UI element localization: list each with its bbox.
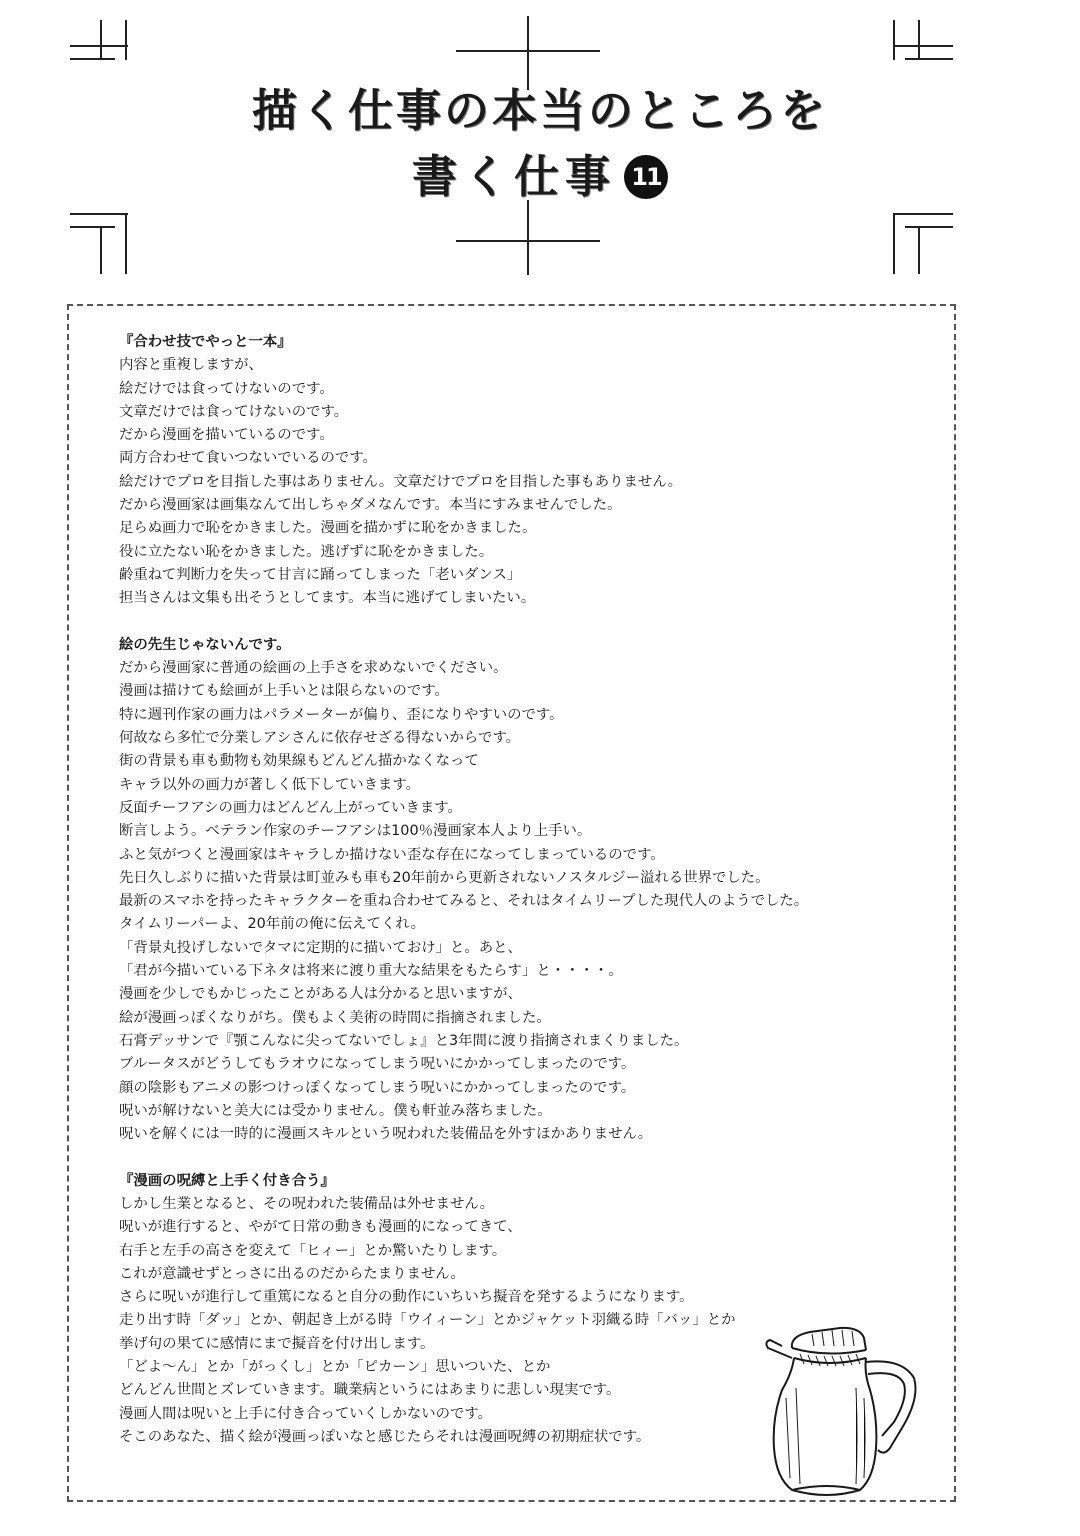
text-line: だから漫画家は画集なんて出しちゃダメなんです。本当にすみませんでした。 xyxy=(119,497,622,514)
issue-number-badge: 11 xyxy=(624,155,668,199)
title-line-1: 描く仕事の本当のところを xyxy=(251,84,828,137)
text-line: キャラ以外の画力が著しく低下していきます。 xyxy=(119,776,421,793)
thermos-pot-icon xyxy=(752,1318,932,1498)
crop-mark xyxy=(70,58,115,60)
crop-mark xyxy=(100,226,102,274)
text-line: そこのあなた、描く絵が漫画っぽいなと感じたらそれは漫画呪縛の初期症状です。 xyxy=(119,1428,651,1445)
crop-mark xyxy=(893,20,895,60)
crop-mark xyxy=(893,45,953,47)
text-line: 漫画人間は呪いと上手に付き合っていくしかないのです。 xyxy=(119,1405,493,1422)
title-line-2-wrap xyxy=(412,146,668,208)
article-body xyxy=(119,331,919,1473)
crop-mark xyxy=(70,226,115,228)
text-line: さらに呪いが進行して重篤になると自分の動作にいちいち擬音を発するようになります。 xyxy=(119,1289,694,1306)
crop-mark xyxy=(100,20,102,60)
crop-mark xyxy=(905,58,953,60)
text-line: 文章だけでは食ってけないのです。 xyxy=(119,403,349,420)
title-line-2: 書く仕事 xyxy=(411,150,616,203)
text-line: 漫画は描けても絵画が上手いとは限らないのです。 xyxy=(119,683,449,700)
text-line: 挙げ句の果てに感情にまで擬音を付け出します。 xyxy=(119,1335,435,1352)
text-line: 呪いを解くには一時的に漫画スキルという呪われた装備品を外すほかありません。 xyxy=(119,1126,653,1143)
text-line: 「どよ〜ん」とか「がっくし」とか「ピカーン」思いついた、とか xyxy=(119,1359,551,1376)
text-line: 役に立たない恥をかきました。逃げずに恥をかきました。 xyxy=(119,543,494,560)
crop-mark xyxy=(893,213,895,274)
text-line: 石膏デッサンで『顎こんなに尖ってないでしょ』と3年間に渡り指摘されまくりました。 xyxy=(119,1032,689,1049)
text-line: 右手と左手の高さを変えて「ヒィー」とか驚いたりします。 xyxy=(119,1242,507,1259)
text-line: 走り出す時「ダッ」とか、朝起き上がる時「ウイィーン」とかジャケット羽織る時「バッ」とか xyxy=(119,1312,736,1329)
crop-mark xyxy=(456,50,600,52)
crop-mark xyxy=(125,20,127,60)
section-heading: 絵の先生じゃないんです。 xyxy=(119,636,291,653)
crop-mark xyxy=(70,45,128,47)
text-line: だから漫画を描いているのです。 xyxy=(119,427,334,444)
text-line: ブルータスがどうしてもラオウになってしまう呪いにかかってしまったのです。 xyxy=(119,1056,636,1073)
text-line: どんどん世間とズレていきます。職業病というにはあまりに悲しい現実です。 xyxy=(119,1382,621,1399)
text-line: 担当さんは文集も出そうとしてます。本当に逃げてしまいたい。 xyxy=(119,590,536,607)
crop-mark xyxy=(70,213,128,215)
crop-mark xyxy=(905,226,953,228)
text-line: 何故なら多忙で分業しアシさんに依存せざる得ないからです。 xyxy=(119,730,521,747)
text-line: 内容と重複しますが、 xyxy=(119,357,263,374)
text-line: ふと気がつくと漫画家はキャラしか描けない歪な存在になってしまっているのです。 xyxy=(119,846,665,863)
text-line: 街の背景も車も動物も効果線もどんどん描かなくなって xyxy=(119,753,479,770)
text-line: 顔の陰影もアニメの影つけっぽくなってしまう呪いにかかってしまったのです。 xyxy=(119,1079,636,1096)
text-line: タイムリーパーよ、20年前の俺に伝えてくれ。 xyxy=(119,916,425,933)
title-block xyxy=(0,80,1080,208)
section xyxy=(119,634,919,1147)
crop-mark xyxy=(918,226,920,274)
crop-mark xyxy=(918,20,920,60)
text-line: 反面チーフアシの画力はどんどん上がっていきます。 xyxy=(119,799,462,816)
text-line: 漫画を少しでもかじったことがある人は分かると思いますが、 xyxy=(119,986,522,1003)
crop-mark xyxy=(125,213,127,274)
text-line: 最新のスマホを持ったキャラクターを重ね合わせてみると、それはタイムリープした現代人のようでした。 xyxy=(119,893,809,910)
crop-mark xyxy=(527,16,529,90)
text-line: これが意識せずとっさに出るのだからたまりません。 xyxy=(119,1265,465,1282)
text-line: しかし生業となると、その呪われた装備品は外せません。 xyxy=(119,1195,495,1212)
text-line: 断言しよう。ベテラン作家のチーフアシは100％漫画家本人より上手い。 xyxy=(119,823,592,840)
crop-mark xyxy=(456,240,600,242)
text-line: 「背景丸投げしないでタマに定期的に描いておけ」と。あと、 xyxy=(119,939,522,956)
text-line: 足らぬ画力で恥をかきました。漫画を描かずに恥をかきました。 xyxy=(119,520,537,537)
text-line: 「君が今描いている下ネタは将来に渡り重大な結果をもたらす」と・・・・。 xyxy=(119,963,623,980)
text-line: 特に週刊作家の画力はパラメーターが偏り、歪になりやすいのです。 xyxy=(119,706,564,723)
text-line: 両方合わせて食いつないでいるのです。 xyxy=(119,450,377,467)
text-line: 呪いが解けないと美大には受かりません。僕も軒並み落ちました。 xyxy=(119,1102,552,1119)
text-line: 絵だけでは食ってけないのです。 xyxy=(119,380,334,397)
text-line: 齢重ねて判断力を失って甘言に踊ってしまった「老いダンス」 xyxy=(119,566,522,583)
text-line: 絵が漫画っぽくなりがち。僕もよく美術の時間に指摘されました。 xyxy=(119,1009,551,1026)
section-heading: 『合わせ技でやっと一本』 xyxy=(119,334,292,350)
crop-mark xyxy=(893,213,953,215)
text-line: 絵だけでプロを目指した事はありません。文章だけでプロを目指した事もありません。 xyxy=(119,473,682,490)
section xyxy=(119,331,919,611)
section-heading: 『漫画の呪縛と上手く付き合う』 xyxy=(119,1172,335,1189)
text-line: 先日久しぶりに描いた背景は町並みも車も20年前から更新されないノスタルジー溢れる世界でした。 xyxy=(119,869,770,886)
crop-mark xyxy=(527,200,529,275)
text-line: だから漫画家に普通の絵画の上手さを求めないでください。 xyxy=(119,660,508,677)
text-line: 呪いが進行すると、やがて日常の動きも漫画的になってきて、 xyxy=(119,1219,522,1236)
